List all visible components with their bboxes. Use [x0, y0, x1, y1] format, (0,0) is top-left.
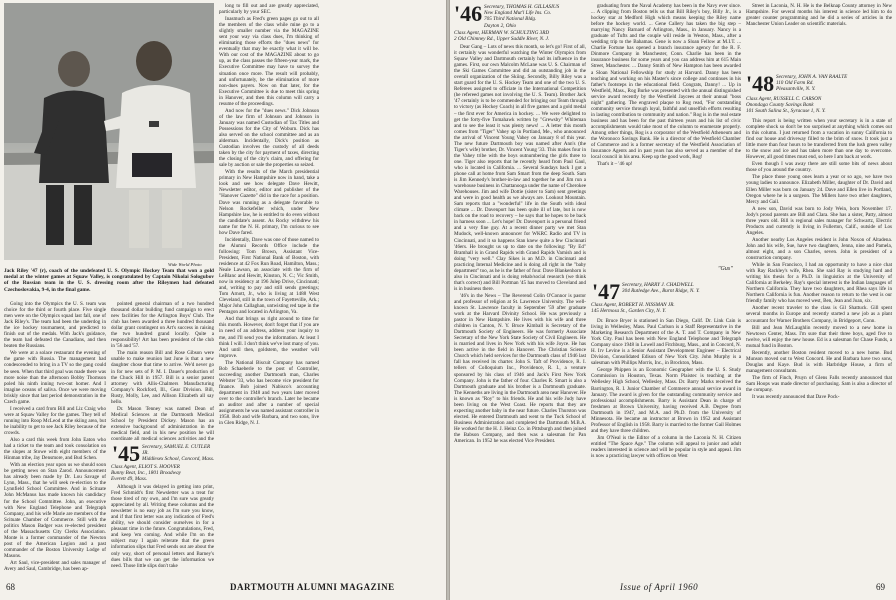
paragraph: Going into the Olympics the U. S. team was choice for the third or fourth place. Five single men were on the Olympics squad last fall, one of Jack Riley's. The team had been the underdog in the ice hockey tournament, and predicted to finish out of the medals. With Jack's guidance, the team had defeated the Canadians, and then beaten the Russians.	[4, 301, 106, 350]
paragraph: A new son, David was born to Jody Wein, born November 17. Jody's proud parents are Bill and Clara. She has a sister, Patty, almost three years old. Bill is regional sales manager for Schwartz, Electric Products and currently is living in Fullerton, Calif., outside of Los Angeles.	[746, 205, 892, 236]
right-column-2b	[591, 318, 741, 579]
class-47-officers	[622, 282, 742, 294]
hockey-photo	[4, 3, 214, 260]
paragraph: We were at a solace restaurant the evening of the game with Russia. The management had condescended to bring in a TV so the gang could be seen. When that third goal was made there was more noise than the afternoon Bobby Thomson poled his ninth inning two-out homer. And I imagine oceans of saliva. Once we were moving briskly since that last period demonstration in the Czech game.	[4, 350, 106, 405]
paragraph: Bill and Jean McLaughlin recently moved to a new home in Newtown Center, Mass. I'm sure that their three boys, aged five to twelve, will enjoy the new house. Ed is a salesman for Chase Funds, a mutual fund in Boston.	[746, 324, 892, 349]
paragraph: I received a card from Bill and Liz Craig who were at Squaw Valley for the games. They tell of running into Roop McLeod at the skiing area, but he inability to get to see Jack Riley because of the crowds.	[4, 405, 106, 436]
page-number-left: 68	[6, 582, 15, 592]
paragraph: Even though I was away there are still some bits of news about those of you around the country.	[746, 161, 892, 174]
paragraph: Another recent traveler to the class is Gil Shattuck. Gill spent several months in Europe and recently started a new job as a plant accountant for Warner Brothers Company, in Bridgeport, Conn.	[746, 305, 892, 324]
class-year-45: '45	[112, 441, 141, 466]
right-page	[450, 0, 896, 600]
photo-caption: Jack Riley '47 (r), coach of the undefeated U. S. Olympic Hockey Team that won a gold medal at the winter games at Squaw Valley, is congratulated by Captain Nikolai Sologubov of the Russian team in the U. S. dressing room after the Rileymen had defeated Czechoslovakia, 9-4, in the final game.	[4, 268, 214, 293]
agent-line: Class Agent, RUSSELL C. CARSON	[746, 96, 822, 102]
class-45-officers	[142, 444, 218, 463]
class-year-46: '46	[454, 1, 483, 26]
magazine-title-footer: DARTMOUTH ALUMNI MAGAZINE	[230, 582, 395, 592]
secretary-line: Secretary, HARRY J. CHADWELL	[622, 282, 694, 288]
left-column-2	[111, 301, 214, 441]
paragraph: Dear Gang – Lots of news this month, so let's go! First of all, it certainly was wonderful watching the Winter Olympics from Squaw Valley and Dartmouth certainly had its influence in the games. First, our own Malcolm McLane was U. S. Chairman of the Ski Games Committee and did an outstanding job in the overall organization of the Skiing. Secondly, Billy Riley was a start guard for the U. S. Hockey Team and one of the two U. S. Referees assigned to officiate in the International Competition (he refereed games not involving the U. S. Team). Brother Jack '47 certainly is to be commended for bringing our Team through to victory (as Hockey Coach) in all five games and a gold medal – the first ever for America in hockey. ... We were delighted to get the forty-five Tomahawk written by "Grewsby" Whiteman and to see the least it was plenty news! ... A letter this month comes from "Tiger" Vahey up in Portland, Me., who announced the arrival of Vincent Young Vahey on January 8 of this year. The new future Dartmouth boy was named after Ann's (the Tiger's wife) brother, Dr. Vincent Young '33. This makes four in the Vahey tribe with the boys outnumbering the girls three to one. Tiger also reports that he recently heard from Paul Gaul, who is located in California. ... Several Sundays back I got a phone call at home from Sam Smart from the deep South. Sam is Jim Kennedy's brother-in-law and together he and Jim run a warehouse business in Chattanooga under the name of Cherokee Warehouses. Jim and wife Dottie (sister to Sam) sent greetings and were in good health as we always are. Lookout Mountain. Sam reports that a "wonderful" life in the South with ideal climate ... Dr. Davenport has been quite ill of late, but is now back on the road to recovery – he says that he hopes to be back in harness soon ... Let's hope! Dr. Davenport is a personal friend and a very fine guy. At a recent dinner party we met Stan Mudock, well-known announcer for WKRC Radio and TV in Cincinnati, and it so happens Stan knew quite a few Cincinnati '46ers. He brought us up to date on the following: "By Ed" Bramhall is in Grand Rapids with Grand Rapids Varnish and is doing "very well." Clay Sikes is an M.D. in Cincinnati and practicing Internal Medicine and is doing all right in the "baby department" too, as he is the father of four. Dave Blankenhorn is also in Cincinnati and is doing rehab/social research (we think that's correct) and Bill Portman '45 has moved to Cleveland and is in business there.	[454, 44, 586, 292]
paragraph: long to fill out and are greatly appreciated, particularly by your SEC.	[219, 3, 319, 16]
class-48-officers	[776, 74, 892, 93]
address-line: 304 Rutledge Ave., Burnt Ridge, N. Y.	[622, 288, 700, 295]
paragraph: Dr. Mason Tenney was named Dean of Medical Sciences at the Dartmouth Medical School by President Dickey. Mason has an extensive background of administration in the medical field, and in his new position he will coordinate all medical sciences activities and the	[111, 405, 214, 441]
paragraph: The place those young ones learn a year or so ago, we have two young ladies to announce. Elizabeth Miller, daughter of Dr. David and Ellen Miller was born on January 24. Dave and Ellen live in Portland, Oregon where he is a surgeon. The Millers have two other daughters, Mercy and Gail.	[746, 174, 892, 205]
address-line: 110 Old Farm Rd.	[776, 80, 814, 87]
paragraph: George Phippen is an Economic Geographer with the U. S. Study Commission in Houston, Texas. Norm Plaistec is teaching at the Wellesley High School, Wellesley, Mass. Dr. Barry Marks received the Barrington, R. I. Junior Chamber of Commerce annual service award in January. The award is given for the outstanding community service and professional accomplishments. Barry is Assistant Dean in charge of freshmen at Brown University, having received A.B. Degree from Dartmouth in 1947, and M.A. and Ph.D. from the University of Minnesota. He became an instructor at Brown in 1952 and Assistant Professor of English in 1958. Barry is married to the former Gail Holmes and they have three children.	[591, 367, 741, 434]
paragraph: Although it was delayed in getting into print, Fred Schmidt's first Newsletter was a treat for those tired of my own, and I'm sure was greatly appreciated by all. Writing these columns and the newsletter is no easy job as I'm sure you know, and if that first letter was any indication of Fred's ability, we should consider ourselves in for a pleasant time in the future. Congratulations, Fred, and keep 'em coming. And while I'm on the subject may I again reiterate that the green information slips that Fred sends out are about the only way, short of personal letters and Barney's dues bills that we can get the information we need. Those little slips don't take	[111, 484, 214, 569]
address-line: 2 Old Chimney Rd., Upper Saddle River, N. J.	[454, 36, 550, 43]
class-year-47: '47	[592, 279, 621, 304]
class-48-agent	[746, 96, 892, 115]
right-column-3a	[746, 3, 892, 69]
secretary-line: Secretary, SAMUEL E. CUTLER JR.	[142, 444, 211, 457]
class-46-agent	[454, 30, 584, 42]
right-column-3b	[746, 118, 892, 579]
photo-credit: Wide World Photo	[168, 262, 202, 267]
paragraph: With the results of the March presidential primary in New Hampshire now in hand, take a look and see how delegate Dave Hewitt, Newsletter editor, editor and publisher of the "Hanover Gazette" did in the race for a position. Dave was running as a delegate favorable to Nelson Rockefeller which, under New Hampshire law, he is entitled to do even without the candidate's assent. As Rocky withdrew his name for the N. H. primary, I'm curious to see how Dave fared.	[219, 169, 319, 236]
paragraph: pointed general chairman of a two hundred thousand dollar building fund campaign to erect new facilities for the Arlington Boys' Club. The club has been awarded a three hundred thousand dollar grant contingent on Art's success in raising the two hundred grand locally. Quite a responsibility! Art has been president of the club in '56 and '57.	[111, 301, 214, 350]
paragraph: The firm of Finch, Pruyn of Glens Falls recently announced that Sam Hoops was made director of purchasing. Sam is also a director of the company.	[746, 374, 892, 394]
address-line: New England Mut'l Life Ins. Co.	[484, 10, 552, 17]
class-46-officers	[484, 4, 584, 29]
address-line: 101 South Salina St., Syracuse 1, N. Y.	[746, 108, 826, 115]
class-year-48: '48	[746, 71, 775, 96]
paragraph: graduating from the Naval Academy has been in the Navy ever since. ... A clipping from Boston tells us that Bill Riley's boy, Billy Jr., is a hockey star at Medford High which means keeping the Riley name before the hockey world. ... Gene Callery has taken the big step – marrying Nancy Barnard of Arlington, Mass., in January. Nancy is a graduate of Tufts and the couple will reside in Weston, Mass., after a wedding trip to the Bahamas. Gene is now a Sloan Fellow at M.I.T. ... Charlie Fortune has opened a branch insurance agency for the R. F. Dinmore Company in Manchester, Conn. Charlie has been in the insurance business for some years and you can address him at 615 Main Street, Manchester. ... Danny Smith of New Hampton has been awarded a Sloan National Fellowship for study at Harvard. Danny has been teaching and working on his Master's since college and continues in his father's footsteps in the educational field. Congrats, Danny! ... Up in Westfield, Mass., Rog Burke was presented with the annual distinguished service award recently by the Westfield Jaycees at their annual "boss night" gathering. The engraved plaque to Rog read, "For outstanding community service through loyal, faithful and unselfish efforts resulting in lasting contribution to community and nation." Rog is in the real estate business and has been for the past thirteen years and his list of civic accomplishments would take most of the column to enumerate properly. Among other things, Rog is a corporator of the Westfield Atheneum and the Woronoco Savings Bank. He is a director of the Westfield Chamber of Commerce and is a former secretary of the Westfield Association of Insurance Agents and in past years has also served as a member of the local council in his area. Keep up the good work, Rog!	[591, 3, 741, 161]
hockey-photo-illustration	[4, 3, 214, 260]
paragraph: And now for the "dues news." Dick Johnson of the law firm of Johnson and Johnson in January was named Custodian of Tax Titles and Possessions for the City of Woburn. Dick has also served on the school committee and as an alderman. Incidentally, Dick's position as Custodian involves the custody of all deeds taken by the city for payment of taxes, directing the closing of the city's claim, and offering for sale by auction or sale the properties so seized.	[219, 107, 319, 169]
left-page	[0, 0, 446, 600]
address-line: 145 Hermosa St., Garden City, N. Y.	[591, 308, 666, 315]
address-line: Dayton 2, Ohio	[484, 22, 517, 29]
left-column-2b	[111, 484, 214, 580]
paragraph: That's it – '46 up!	[597, 161, 633, 168]
paragraph: With an election year upon us we should soon be getting news on Stan Zarod. Announcement has already been made by Dr. Lou Savage of Lynn, Mass., that he will seek re-election to the Lynnfield School Committee. And in Scituate John McManus has made known his candidacy for the School Committee. John, an executive with New England Telephone and Telegraph Company, and his wife Marie are members of the Scituate Chamber of Commerce. Still with the politics Mason Badger was re-elected president of the Massachusetts City Clerks Association. Monte is a former commander of the Newton post of the American Legion and a past commander of the Boston University Lodge of Masons.	[4, 462, 106, 559]
class-45-agent	[111, 464, 214, 483]
issue-date-footer: Issue of April 1960	[620, 582, 699, 592]
paragraph: Recently, another Boston resident moved to a new home. Bud Munson moved out to West Concord. He and Barbara have two sons, Douglas and Kaye. Bud is with Harbridge House, a firm of management consultants.	[746, 349, 892, 374]
address-line: Pleasantville, N. Y.	[776, 86, 816, 93]
paragraph: Also a card this week from John Eaton who had a ticket to the team and took consolation on the slopes at Stowe with eight members of the Hinman tribe, Jay Densmore, and Bud Schen.	[4, 437, 106, 462]
agent-line: Class Agent, ELIOT S. HOOVER	[111, 464, 180, 470]
right-column-2a	[591, 3, 741, 266]
paragraph: The National Biscuit Company has named Bob Schaeberle to the post of Controller, succeeding another Dartmouth man, Charles Webster '33, who has become vice president for finance. Bob joined Nabisco's accounting department in 1948 and two years later moved over to the controller's branch. Later he became an auditor and after a number of special assignments he was named assistant controller in 1958. Bob and wife Barbara, and two sons, live in Glen Ridge, N. J.	[219, 359, 319, 427]
agent-line: Class Agent, ROBERT H. NISSMAN JR.	[591, 302, 675, 308]
right-column-1	[454, 44, 586, 579]
left-column-1	[4, 301, 106, 579]
paragraph: Street in Laconia, N. H. He is the Belknap County attorney in New Hampshire. For several months his interest in science led him to do greater counter programming and he did a series of articles in the Manchester Union Leader on scientific materials.	[746, 3, 892, 28]
paragraph: Art Saul, vice-president and sales manager of Avery and Saul, Cambridge, has been ap-	[4, 559, 106, 573]
address-line: Everett 49, Mass.	[111, 476, 148, 483]
signature-gus: "Gus"	[718, 266, 733, 272]
agent-line: Class Agent, HERMAN W. SCHULTING 3RD	[454, 30, 550, 36]
paragraph: The main reason Bill and Rose Gibson were unable to make reunion last June is that a new daughter chose that time to arrive. We'd never go in for new sets of P. M. I. Dauer's production of the Chuck Hill in 1957. Bill is a senior patent attorney with Allis-Chalmers Manufacturing Company's Rockford, Ill., Gear Division. Bill, Rusty, Molly, Lee, and Allison Elizabeth all say hello.	[111, 350, 214, 405]
paragraph: Inasmuch as Fred's green pages go out to all the members of the class while mine go to a slightly smaller number via the MAGAZINE sent your way via class dues, I'm thinking of eliminating those efforts the "dues news" for eventually that may be exactly what it will be. With our cost of the MAGAZINE about to go up, as the class passes the fifteen-year mark, the Executive Committee may have to survey the situation once more. The result will probably, and unfortunately, be the elimination of more non-dues payers. Now on that later, for the Executive Committee is due to meet this spring in Hanover, and then this column will carry a resume of the proceedings.	[219, 16, 319, 107]
secretary-line: Secretary, THOMAS H. GILLASIUS	[484, 4, 560, 10]
address-line: Middlesex School, Concord, Mass.	[142, 456, 215, 463]
paragraph: And that brings us right around to time for this month. However, don't forget that if you are in need of an address, address your inquiry to me, and I'll send you the information. At least I think I will. I don't think we've lost many of you. And until then, goldstem, the weather will improve.	[219, 316, 319, 359]
paragraph: Another nearby Los Angeles resident is John Noxon of Altadena. John and his wife, Sue, have two daughters, Jenna, nine and Pamela, almost eight, and a son Charles, seven. John is president of a construction company.	[746, 236, 892, 262]
paragraph: Jim O'Neal is the Editor of a column in the Laconia N. H. Citizen entitled "The Space Age." The column will appeal to junior and adult readers interested in science and will be popular in style and appeal. Jim is now a practicing lawyer with offices on West	[591, 434, 741, 460]
paragraph: This report is being written when your secretary is in a state of complete shock so don't be too surprised at anything which comes out in this column. I just returned from a vacation in sunny California to find our house and driveway filled to the brim of snow. It took just a little more than four hours to be transferred from the lush green valley to the snow and ice and has taken more than one day to overcome. However, all good times must end, so here I am back at work.	[746, 118, 892, 161]
address-line: Onondaga County Savings Bank	[746, 102, 814, 109]
paragraph: Incidentally, Dave was one of those named to the Alumni Records Office include the following: Tom Brown, Assistant Vice-President, First National Bank of Boston, with residence at 42 Fox Run Road, Hamilton, Mass.; Neale Lawson, an associate with the firm of LeBlanc and Hewitt, Kinston, N. C.; Vic Smith, now in residency at 196 Julep Drive, Cincinnati; and, writing to pay and still sends greetings; Tom Arnott, Jr., who is living at 1488 West Cleveland, still in the town of Fayetteville, Ark.; Major John Callaghan, untwisting red tape in the Pentagon and located in Arlington, Va.	[219, 236, 319, 316]
address-line: 705 Third National Bldg.	[484, 16, 537, 23]
paragraph: While in San Francisco, I had an opportunity to have a nice chat with Ray Rackley's wife, Rhea. She said Ray is studying hard and writing his thesis for a Ph.D. in linguistics at the University of California at Berkeley. Ray's special interest is the Indian languages of Northern California. They have two daughters, and Rhea says life in Northern California is fun. Another reason to return to the west is our friendly family who has moved west, Ben, Jean and Joan, six.	[746, 262, 892, 305]
paragraph: Dr. Bruce Bryer is stationed in San Diego, Calif. Dr. Link Cain is living in Wellesley, Mass. Paul Carlson is a Staff Representative in the Marketing Research Department of the A. T. and T. Company in New York City. Paul has been with New England Telephone and Telegraph Company since 1948 in Lowell and Fitchburg, Mass., and in Concord, N. H. Irv Levine is a Senior Assistant Development Engineer – Electrical Division, Consolidated Edison of New York City. John Murphy is a salesman with Phillips Morris, Inc., in Brockton, Mass.	[591, 318, 741, 367]
page-number-right: 69	[876, 582, 885, 592]
paragraph: It was recently announced that Dave Pock-	[752, 394, 840, 401]
class-47-agent	[591, 302, 741, 314]
paragraph: '46's in the News – The Reverend Colin O'Connor is pastor and professor of religion at St. Lawrence University. The well-known St. Lawrence faculty in September '59 after graduate work at the Harvard Divinity School. He was previously a pastor in New Hampshire. He lives with his wife and three children in Canton, N. Y. Bruce Kimball is Secretary of the Dartmouth Society of Engineers. He was formerly Associate Secretary of the New York State Society of Civil Engineers. He is married and lives in New York with his wife Joyce. He has been active in the field in Hanover. The Christian Science Church which held services for the Dartmouth class of 1946 last fall has received its charter. John S. Taft of Providence, R. I. tellers of Colloquium Inc., Providence, R. I., a venture sponsored by his class of 1946 and Jack's First New York Company. John is the father of four. Charles R. Smart is also a Dartmouth graduate and his brother is a Dartmouth graduate. The Kenneths are living in the Dartmouth area near Hanover. He is known as "Roy" to his friends. He and his wife Judy have been living on the West Coast. He reports that they are expecting another baby in the near future. Charles Thurston was elected. He entered Dartmouth and went to the Tuck School of Business Administration and completed the Dartmouth M.B.A. He worked for the H. J. Heinz Co. in Pittsburgh and then joined the Babson Company, and then was a salesman for Pan American. In 1952 he was elected Vice President.	[454, 292, 586, 445]
left-column-3	[219, 3, 319, 579]
secretary-line: Secretary, JOHN A. VAN RAALTE	[776, 74, 848, 80]
address-line: Bunny Beat, Inc., 1801 Broadway	[111, 470, 181, 477]
